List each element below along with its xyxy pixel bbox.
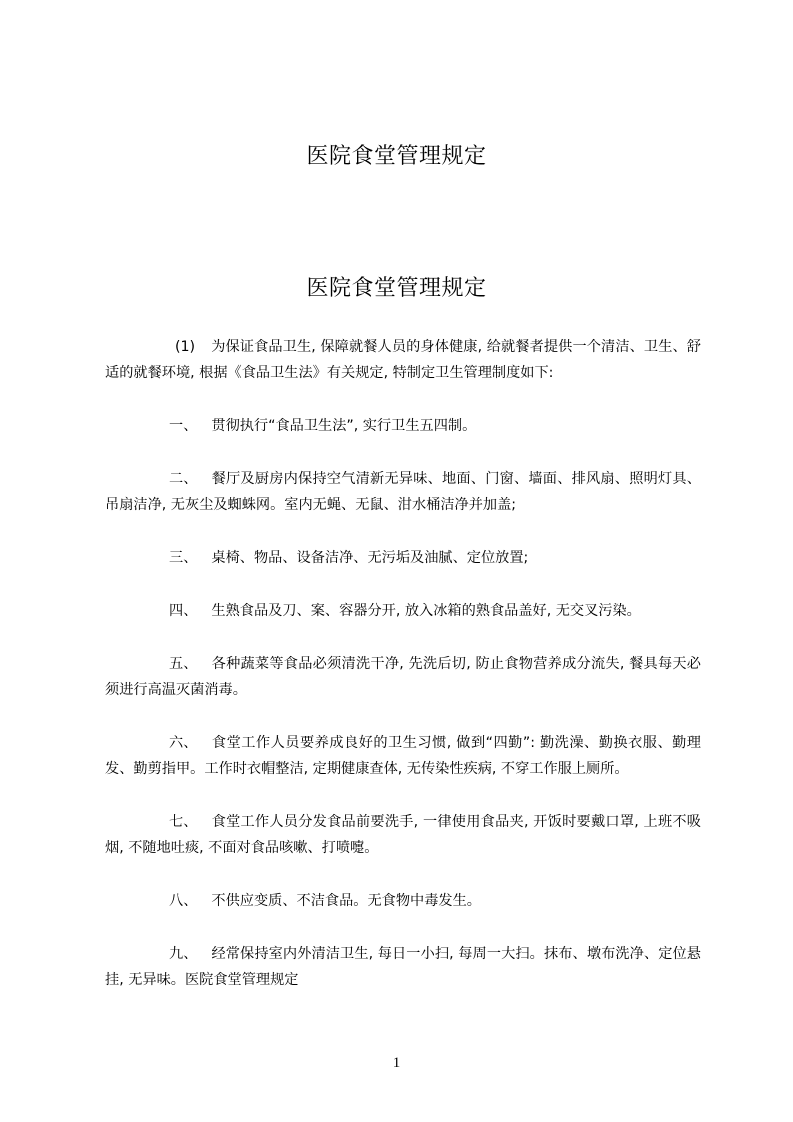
paragraph-number: 八、 (169, 893, 198, 909)
paragraph-text: 贯彻执行“食品卫生法”, 实行卫生五四制。 (211, 418, 477, 434)
paragraph-number: (1) (175, 339, 196, 355)
paragraph-text: 桌椅、物品、设备洁净、无污垢及油腻、定位放置; (211, 550, 529, 566)
paragraph-item-9 (105, 941, 701, 993)
paragraph-item-5 (105, 651, 701, 703)
paragraph-number: 五、 (169, 656, 198, 672)
paragraph-intro (105, 334, 701, 386)
document-body (105, 334, 701, 1020)
paragraph-text: 经常保持室内外清洁卫生, 每日一小扫, 每周一大扫。抹布、墩布洗净、定位悬挂, 无异味。医院食堂管理规定 (105, 946, 701, 988)
paragraph-item-4 (105, 598, 701, 624)
paragraph-text: 食堂工作人员分发食品前要洗手, 一律使用食品夹, 开饭时要戴口罩, 上班不吸烟, 不随地吐痰, 不面对食品咳嗽、打喷嚏。 (105, 814, 701, 856)
paragraph-number: 七、 (169, 814, 198, 830)
paragraph-number: 三、 (169, 550, 198, 566)
page-number: 1 (392, 1055, 401, 1071)
paragraph-number: 二、 (169, 471, 198, 487)
paragraph-number: 一、 (169, 418, 198, 434)
paragraph-text: 为保证食品卫生, 保障就餐人员的身体健康, 给就餐者提供一个清洁、卫生、舒适的就餐环境, 根据《食品卫生法》有关规定, 特制定卫生管理制度如下: (105, 339, 701, 381)
document-header-title: 医院食堂管理规定 (306, 144, 487, 169)
paragraph-number: 九、 (169, 946, 198, 962)
paragraph-item-3 (105, 545, 701, 571)
paragraph-item-2 (105, 466, 701, 518)
paragraph-text: 餐厅及厨房内保持空气清新无异味、地面、门窗、墙面、排风扇、照明灯具、吊扇洁净, 无灰尘及蜘蛛网。室内无蝇、无鼠、泔水桶洁净并加盖; (105, 471, 701, 513)
paragraph-item-8 (105, 888, 701, 914)
paragraph-text: 不供应变质、不洁食品。无食物中毒发生。 (211, 893, 481, 909)
paragraph-text: 生熟食品及刀、案、容器分开, 放入冰箱的熟食品盖好, 无交叉污染。 (211, 603, 641, 619)
paragraph-text: 食堂工作人员要养成良好的卫生习惯, 做到“四勤”: 勤洗澡、勤换衣服、勤理发、勤剪指甲。工作时衣帽整洁, 定期健康查体, 无传染性疾病, 不穿工作服上厕所。 (105, 735, 701, 777)
paragraph-number: 六、 (169, 735, 198, 751)
paragraph-item-7 (105, 809, 701, 861)
paragraph-item-6 (105, 730, 701, 782)
paragraph-item-1 (105, 413, 701, 439)
paragraph-number: 四、 (169, 603, 198, 619)
paragraph-text: 各种蔬菜等食品必须清洗干净, 先洗后切, 防止食物营养成分流失, 餐具每天必须进行高温灭菌消毒。 (105, 656, 701, 698)
document-title: 医院食堂管理规定 (306, 276, 487, 301)
